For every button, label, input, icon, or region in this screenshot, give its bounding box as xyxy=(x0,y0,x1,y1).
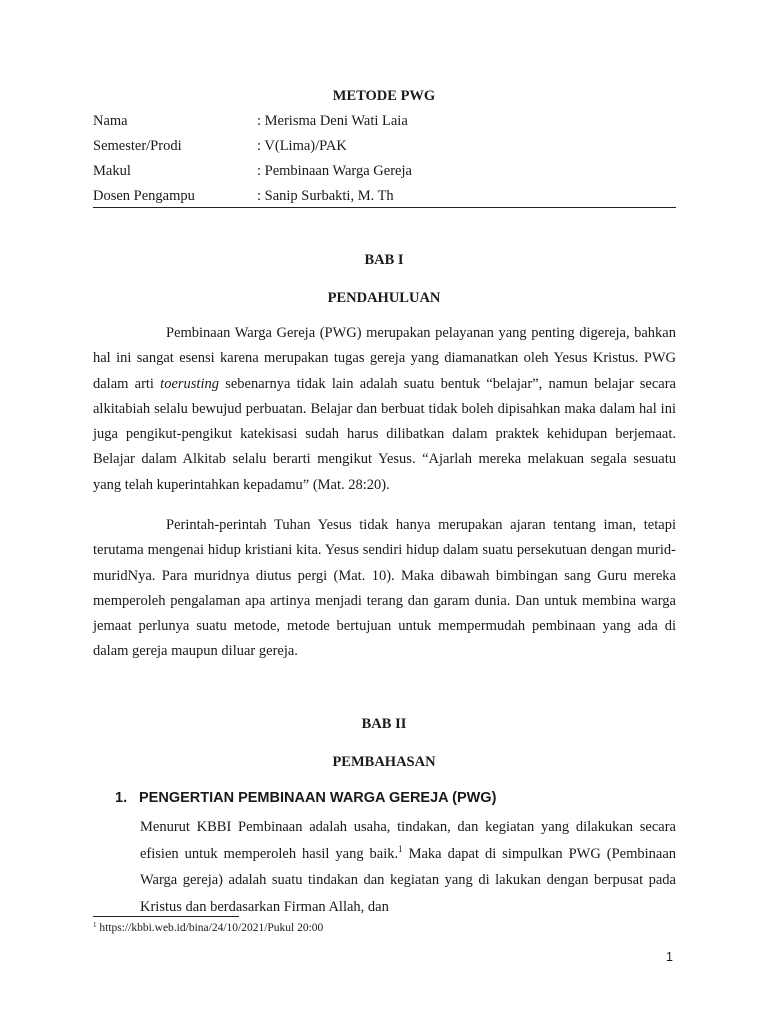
paragraph-text: Menurut KBBI Pembinaan adalah usaha, tindakan, dan kegiatan yang dilakukan secara efisien untuk memperoleh hasil yang baik. xyxy=(140,819,676,862)
info-label: Semester/Prodi xyxy=(93,138,182,154)
paragraph-text: Pembinaan Warga Gereja (PWG) merupakan pelayanan yang penting digereja, bahkan hal ini sangat esensi karena merupakan tugas gereja yang diamanatkan oleh Yesus Kristus. PWG dalam arti xyxy=(93,325,676,392)
header-divider xyxy=(93,207,676,208)
info-row-semester xyxy=(93,138,677,160)
footnote-ref[interactable]: 1 xyxy=(398,843,403,854)
section-number: 1. xyxy=(115,790,128,806)
paragraph-text: sebenarnya tidak lain adalah suatu bentuk “belajar”, namun belajar secara alkitabiah selalu bewujud perbuatan. Belajar dan berbuat tidak boleh dipisahkan maka dalam hal ini juga pengikut-pengikut katekisasi sudah harus dilibatkan dalam praktek kehidupan berjemaat. Belajar dalam Alkitab selalu berarti mengikut Yesus. “Ajarlah mereka melakuan segala sesuatu yang telah kuperintahkan kepadamu” (Mat. 28:20). xyxy=(93,375,676,493)
bab1-paragraph-1 xyxy=(93,321,676,498)
info-label: Makul xyxy=(93,163,131,179)
document-title: METODE PWG xyxy=(332,88,436,104)
bab1-title: PENDAHULUAN xyxy=(327,290,441,306)
paragraph-text: Perintah-perintah Tuhan Yesus tidak hanya merupakan ajaran tentang iman, tetapi terutama mengenai hidup kristiani kita. Yesus sendiri hidup dalam suatu persekutuan dengan murid-muridNya. Para muridnya diutus pergi (Mat. 10). Maka dibawah bimbingan sang Guru mereka memperoleh pengalaman apa artinya menjadi terang dan garam dunia. Dan untuk membina warga jemaat perlunya suatu metode, metode bertujuan untuk mempermudah pembinaan yang ada di dalam gereja maupun diluar gereja. xyxy=(93,517,676,660)
bab1-paragraph-2 xyxy=(93,513,676,665)
info-value: : Sanip Surbakti, M. Th xyxy=(257,188,394,204)
footnote xyxy=(93,922,323,934)
section-heading xyxy=(115,790,496,806)
bab2-title: PEMBAHASAN xyxy=(332,754,436,770)
section-title: PENGERTIAN PEMBINAAN WARGA GEREJA (PWG) xyxy=(139,790,497,806)
bab1-chapter: BAB I xyxy=(364,252,404,268)
footnote-text: https://kbbi.web.id/bina/24/10/2021/Pukul 20:00 xyxy=(96,922,324,934)
paragraph-text: Maka dapat di simpulkan PWG (Pembinaan Warga gereja) adalah suatu tindakan dan kegiatan yang di lakukan dengan berpusat pada Kristus dan berdasarkan Firman Allah, dan xyxy=(140,845,677,915)
italic-term: toerusting xyxy=(160,375,219,392)
footnote-divider xyxy=(93,916,239,917)
section-paragraph xyxy=(140,814,676,920)
info-label: Nama xyxy=(93,113,128,129)
info-row-nama xyxy=(93,113,677,135)
info-value: : Merisma Deni Wati Laia xyxy=(257,113,408,129)
footnote-number: 1 xyxy=(93,921,97,929)
info-value: : V(Lima)/PAK xyxy=(257,138,347,154)
bab2-chapter: BAB II xyxy=(361,716,407,732)
page-number: 1 xyxy=(666,950,673,964)
info-label: Dosen Pengampu xyxy=(93,188,195,204)
info-row-makul xyxy=(93,163,677,185)
info-value: : Pembinaan Warga Gereja xyxy=(257,163,412,179)
